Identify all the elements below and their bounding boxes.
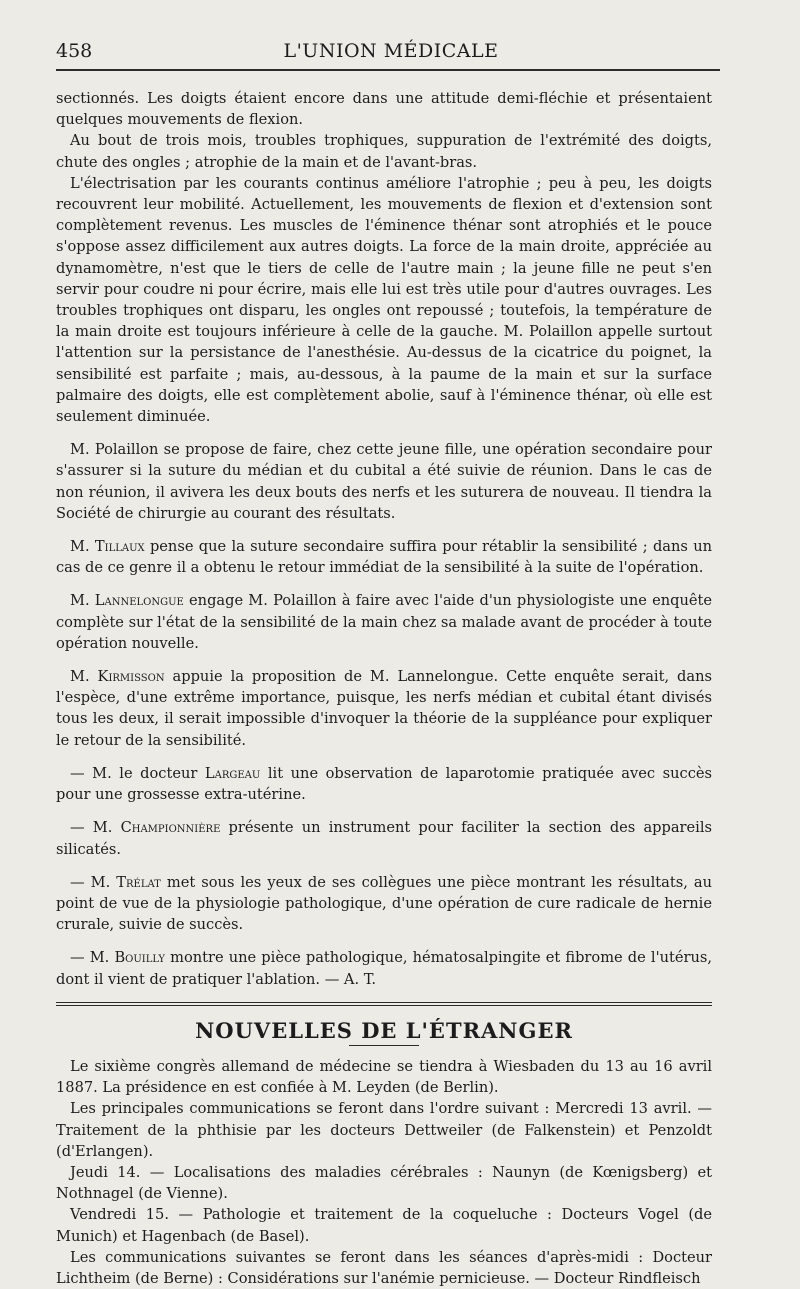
paragraph-text: met sous les yeux de ses collègues une pièce montrant les résultats, au point de vue de la physiologie pathologique, d'une opération de cure radicale de hernie crurale, suivie de succès. (56, 873, 712, 934)
paragraph: L'électrisation par les courants continus améliore l'atrophie ; peu à peu, les doigts recouvrent leur mobilité. Actuellement, les mouvements de flexion et d'extension sont complètement revenus. Les muscles de l'éminence thénar sont atrophiés et le pouce s'oppose assez difficilement aux autres doigts. La force de la main droite, appréciée au dynamomètre, n'est que le tiers de celle de l'autre main ; la jeune fille ne peut s'en servir pour coudre ni pour écrire, mais elle lui est très utile pour d'autres ouvrages. Les troubles trophiques ont disparu, les ongles ont repoussé ; toutefois, la température de la main droite est toujours inférieure à celle de la gauche. M. Polaillon appelle surtout l'attention sur la persistance de l'anesthésie. Au-dessus de la cicatrice du poignet, la sensibilité est parfaite ; mais, au-dessous, à la paume de la main et sur la surface palmaire des doigts, elle est complètement abolie, sauf à l'éminence thénar, où elle est seulement diminuée. (56, 174, 712, 426)
page-number: 458 (56, 40, 93, 62)
prefix: M. (70, 538, 95, 556)
page-header (56, 40, 726, 70)
paragraph: Les communications suivantes se feront dans les séances d'après-midi : Docteur Lichtheim (de Berne) : Considérations sur l'anémie pernicieuse. — Docteur Rindfleisch (56, 1248, 712, 1287)
paragraph-text: lit une observation de laparotomie pratiquée avec succès pour une grossesse extra-utérine. (56, 764, 712, 804)
paragraph-text: présente un instrument pour faciliter la section des appareils silicatés. (56, 819, 712, 858)
author-name: Tillaux (94, 538, 145, 556)
paragraph: Jeudi 14. — Localisations des maladies cérébrales : Naunyn (de Kœnigsberg) et Nothnagel (de Vienne). (56, 1163, 712, 1203)
paragraph: M. Polaillon se propose de faire, chez cette jeune fille, une opération secondaire pour s'assurer si la suture du médian et du cubital a été suivie de réunion. Dans le cas de non réunion, il avivera les deux bouts des nerfs et les suturera de nouveau. Il tiendra la Société de chirurgie au courant des résultats. (56, 441, 712, 522)
paragraph-text: appuie la proposition de M. Lannelongue. Cette enquête serait, dans l'espèce, d'une extrême importance, puisque, les nerfs médian et cubital étant divisés tous les deux, il serait impossible d'invoquer la théorie de la suppléance pour expliquer le retour de la sensibilité. (56, 668, 712, 749)
author-name: Kirmisson (97, 668, 165, 686)
author-name: Trélat (116, 873, 161, 891)
title-underline (349, 1045, 419, 1046)
section-title: NOUVELLES DE L'ÉTRANGER (195, 1017, 573, 1043)
section-divider (56, 1002, 712, 1006)
header-rule (56, 69, 720, 71)
paragraph (56, 817, 712, 859)
paragraph (56, 947, 712, 989)
paragraph-text: montre une pièce pathologique, hématosalpingite et fibrome de l'utérus, dont il vient de pratiquer l'ablation. — A. T. (56, 949, 712, 988)
paragraph-text: engage M. Polaillon à faire avec l'aide d'un physiologiste une enquête complète sur l'état de la sensibilité de la main chez sa malade avant de procéder à toute opération nouvelle. (56, 592, 712, 652)
paragraph-text: pense que la suture secondaire suffira pour rétablir la sensibilité ; dans un cas de ce genre il a obtenu le retour immédiat de la sensibilité à la suite de l'opération. (56, 538, 712, 577)
paragraph: sectionnés. Les doigts étaient encore dans une attitude demi-fléchie et présentaient quelques mouvements de flexion. (56, 90, 712, 129)
paragraph: Les principales communications se feront dans l'ordre suivant : Mercredi 13 avril. — Traitement de la phthisie par les docteurs Dettweiler (de Falkenstein) et Penzoldt (d'Erlangen). (56, 1100, 712, 1160)
paragraph (56, 536, 712, 578)
prefix: — M. le docteur (70, 764, 205, 782)
author-name: Largeau (204, 764, 261, 782)
author-name: Lannelongue (94, 592, 184, 610)
prefix: M. (70, 668, 98, 686)
article-body (56, 88, 712, 1289)
paragraph: Au bout de trois mois, troubles trophiques, suppuration de l'extrémité des doigts, chute des ongles ; atrophie de la main et de l'avant-bras. (56, 132, 712, 171)
paragraph (56, 872, 712, 936)
prefix: — M. (70, 873, 117, 891)
paragraph: Le sixième congrès allemand de médecine se tiendra à Wiesbaden du 13 au 16 avril 1887. La présidence en est confiée à M. Leyden (de Berlin). (56, 1057, 712, 1097)
author-name: Championnière (120, 819, 221, 837)
paragraph: Vendredi 15. — Pathologie et traitement de la coqueluche : Docteurs Vogel (de Munich) et Hagenbach (de Basel). (56, 1206, 712, 1245)
paragraph (56, 666, 712, 751)
author-name: Bouilly (114, 949, 165, 967)
prefix: M. (70, 592, 95, 610)
paragraph (56, 590, 712, 654)
prefix: — M. (70, 819, 121, 837)
paragraph (56, 763, 712, 805)
running-title: L'UNION MÉDICALE (283, 40, 499, 62)
prefix: — M. (70, 949, 115, 967)
